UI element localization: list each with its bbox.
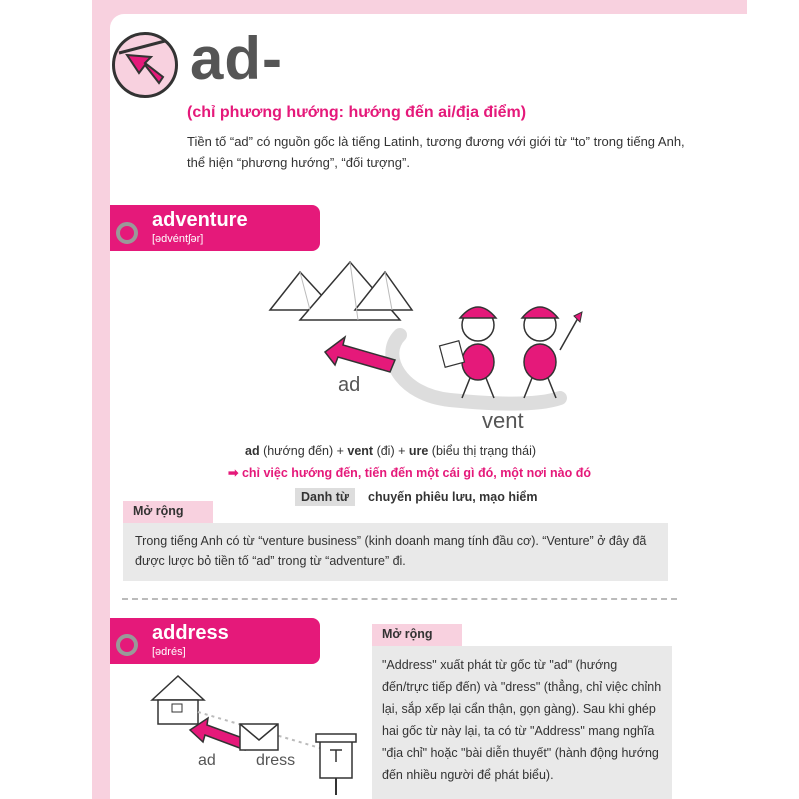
root-label-vent: vent	[482, 408, 524, 433]
expand-label: Mở rộng	[372, 624, 462, 646]
root-label-dress: dress	[256, 752, 296, 769]
expand-text: Trong tiếng Anh có từ “venture business” (kinh doanh mang tính đầu cơ). “Venture” ở đây đã được lược bỏ tiền tố “ad” trong từ “adventure” đi.	[135, 534, 647, 568]
page-title: ad-	[190, 25, 283, 92]
part-of-speech-badge: Danh từ	[295, 488, 355, 506]
prefix-intro: Tiền tố “ad” có nguồn gốc là tiếng Latinh, tương đương với giới từ “to” trong tiếng Anh, thể hiện “phương hướng”, “đối tượng”.	[187, 134, 685, 170]
word-title: address	[152, 622, 229, 644]
prefix-subtitle: (chỉ phương hướng: hướng đến ai/địa điểm)	[187, 104, 527, 121]
house-icon	[152, 676, 204, 724]
section-divider	[122, 598, 677, 600]
explorer-icon	[522, 307, 582, 398]
word-tag-address	[110, 618, 320, 664]
expand-label: Mở rộng	[123, 501, 213, 523]
mailbox-icon	[316, 734, 356, 795]
word-formula: ad (hướng đến) + vent (đi) + ure (biểu thị trạng thái)	[245, 444, 537, 458]
root-label-ad: ad	[198, 752, 216, 769]
pyramid-icon	[270, 262, 412, 320]
key-ring-icon	[116, 634, 138, 656]
word-meaning: ➡ chỉ việc hướng đến, tiến đến một cái gì đó, một nơi nào đó	[228, 466, 592, 480]
word-title: adventure	[152, 209, 248, 231]
root-label-ad: ad	[338, 374, 361, 396]
explorer-icon	[439, 307, 496, 398]
envelope-icon	[240, 724, 278, 750]
word-ipa: [ədvéntʃər]	[152, 233, 204, 245]
expand-text: "Address" xuất phát từ gốc từ "ad" (hướng đến/trực tiếp đến) và "dress" (thẳng, chỉ việc chỉnh lại, sắp xếp lại cẩn thận, gọn gàng). Sau khi ghép hai gốc từ này lại, ta có từ "Address" mang nghĩa "địa chỉ" hoặc "bài diễn thuyết" (hành động hướng đến nhiều người để phát biểu).	[382, 658, 662, 782]
arrow-icon	[325, 337, 395, 372]
word-ipa: [ədrés]	[152, 646, 186, 658]
word-definition: chuyến phiêu lưu, mạo hiểm	[368, 490, 538, 504]
expand-box	[372, 646, 672, 799]
expand-box	[123, 523, 668, 581]
